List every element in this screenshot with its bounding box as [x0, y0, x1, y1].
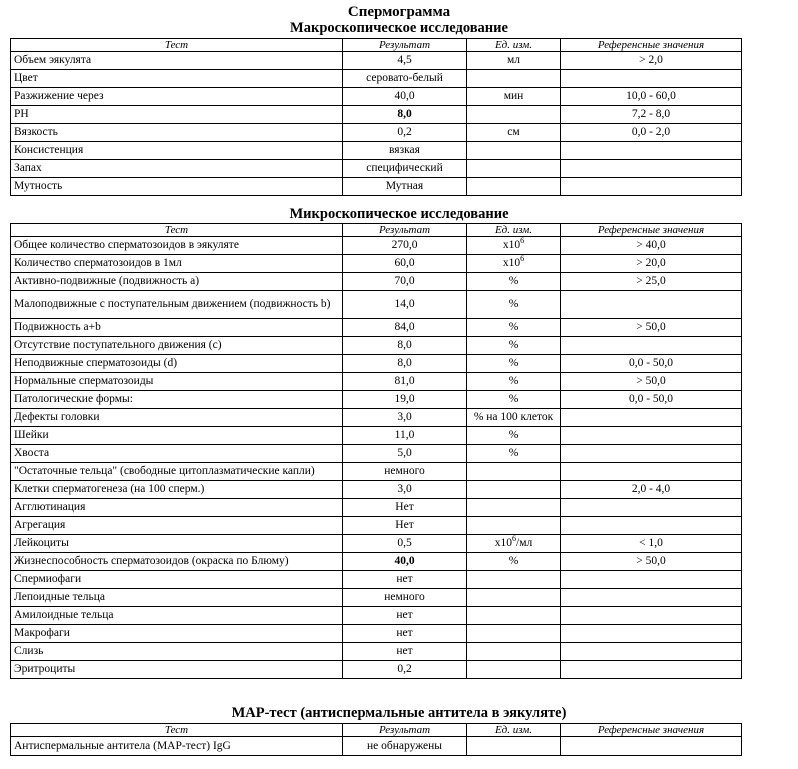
cell-unit: % — [467, 273, 561, 291]
macro-table-body — [11, 52, 742, 196]
cell-test: Хвоста — [11, 445, 343, 463]
cell-unit — [467, 737, 561, 756]
cell-result: Нет — [343, 517, 467, 535]
cell-ref: > 40,0 — [561, 237, 742, 255]
header-test: Тест — [11, 39, 343, 52]
cell-result: 84,0 — [343, 319, 467, 337]
mar-table-body — [11, 737, 742, 756]
cell-unit: % — [467, 553, 561, 571]
cell-ref: 7,2 - 8,0 — [561, 106, 742, 124]
table-row — [11, 273, 742, 291]
cell-test: Малоподвижные с поступательным движением (подвижность b) — [11, 291, 343, 319]
table-row — [11, 517, 742, 535]
cell-unit — [467, 625, 561, 643]
table-row — [11, 255, 742, 273]
header-ref: Референсные значения — [561, 39, 742, 52]
cell-test: Разжижение через — [11, 88, 343, 106]
cell-ref: 0,0 - 50,0 — [561, 355, 742, 373]
cell-test: Амилоидные тельца — [11, 607, 343, 625]
table-row — [11, 88, 742, 106]
cell-unit: $x10^6$ — [467, 255, 561, 273]
cell-unit: % — [467, 337, 561, 355]
cell-unit — [467, 160, 561, 178]
cell-ref — [561, 517, 742, 535]
cell-result: вязкая — [343, 142, 467, 160]
table-row — [11, 291, 742, 319]
cell-ref — [561, 463, 742, 481]
micro-section-title: Микроскопическое исследование — [289, 206, 509, 222]
cell-ref: > 20,0 — [561, 255, 742, 273]
cell-test: Агрегация — [11, 517, 343, 535]
cell-result: 8,0 — [343, 355, 467, 373]
cell-test: Антиспермальные антитела (MAP-тест) IgG — [11, 737, 343, 756]
cell-unit — [467, 517, 561, 535]
table-row — [11, 355, 742, 373]
cell-test: Неподвижные сперматозоиды (d) — [11, 355, 343, 373]
cell-ref: 10,0 - 60,0 — [561, 88, 742, 106]
header-result: Результат — [343, 39, 467, 52]
cell-test: Лепоидные тельца — [11, 589, 343, 607]
cell-ref — [561, 571, 742, 589]
cell-test: Мутность — [11, 178, 343, 196]
cell-unit: % — [467, 373, 561, 391]
micro-table — [10, 223, 742, 679]
cell-test: Шейки — [11, 427, 343, 445]
table-row — [11, 142, 742, 160]
cell-ref — [561, 643, 742, 661]
table-row — [11, 391, 742, 409]
cell-ref — [561, 337, 742, 355]
cell-unit: % на 100 клеток — [467, 409, 561, 427]
cell-test: Спермиофаги — [11, 571, 343, 589]
cell-result: 270,0 — [343, 237, 467, 255]
cell-result: 0,2 — [343, 124, 467, 142]
cell-ref — [561, 291, 742, 319]
cell-test: Макрофаги — [11, 625, 343, 643]
cell-result: 60,0 — [343, 255, 467, 273]
cell-ref: 2,0 - 4,0 — [561, 481, 742, 499]
table-row — [11, 124, 742, 142]
header-unit: Ед. изм. — [467, 224, 561, 237]
header-result: Результат — [343, 724, 467, 737]
cell-ref: 0,0 - 2,0 — [561, 124, 742, 142]
header-test: Тест — [11, 224, 343, 237]
cell-unit: % — [467, 291, 561, 319]
cell-ref: > 25,0 — [561, 273, 742, 291]
header-result: Результат — [343, 224, 467, 237]
table-row — [11, 237, 742, 255]
document-title: Спермограмма — [347, 4, 451, 20]
cell-test: Подвижность a+b — [11, 319, 343, 337]
mar-section-title: MAP-тест (антиспермальные антитела в эякуляте) — [231, 705, 567, 721]
cell-ref — [561, 70, 742, 88]
cell-unit — [467, 178, 561, 196]
cell-test: PH — [11, 106, 343, 124]
cell-result: 40,0 — [343, 553, 467, 571]
table-row — [11, 535, 742, 553]
cell-test: Жизнеспособность сперматозоидов (окраска по Блюму) — [11, 553, 343, 571]
cell-test: Дефекты головки — [11, 409, 343, 427]
cell-unit — [467, 70, 561, 88]
table-row — [11, 373, 742, 391]
table-row — [11, 178, 742, 196]
cell-result: 40,0 — [343, 88, 467, 106]
table-row — [11, 409, 742, 427]
cell-result: 81,0 — [343, 373, 467, 391]
cell-unit: % — [467, 391, 561, 409]
cell-result: 11,0 — [343, 427, 467, 445]
cell-test: Агглютинация — [11, 499, 343, 517]
header-unit: Ед. изм. — [467, 724, 561, 737]
cell-ref — [561, 589, 742, 607]
cell-ref: > 50,0 — [561, 553, 742, 571]
table-row — [11, 661, 742, 679]
cell-test: Активно-подвижные (подвижность а) — [11, 273, 343, 291]
cell-ref: 0,0 - 50,0 — [561, 391, 742, 409]
cell-ref — [561, 160, 742, 178]
table-row — [11, 571, 742, 589]
table-header-row — [11, 724, 742, 737]
table-header-row — [11, 224, 742, 237]
cell-unit — [467, 106, 561, 124]
cell-unit — [467, 142, 561, 160]
cell-unit — [467, 571, 561, 589]
cell-result: не обнаружены — [343, 737, 467, 756]
cell-test: Запах — [11, 160, 343, 178]
cell-result: серовато-белый — [343, 70, 467, 88]
cell-result: 4,5 — [343, 52, 467, 70]
table-row — [11, 319, 742, 337]
cell-test: Вязкость — [11, 124, 343, 142]
table-row — [11, 106, 742, 124]
cell-ref — [561, 499, 742, 517]
cell-ref: > 2,0 — [561, 52, 742, 70]
micro-table-body — [11, 237, 742, 679]
table-row — [11, 737, 742, 756]
cell-unit — [467, 607, 561, 625]
table-row — [11, 607, 742, 625]
cell-result: 3,0 — [343, 409, 467, 427]
header-ref: Референсные значения — [561, 224, 742, 237]
cell-test: Слизь — [11, 643, 343, 661]
cell-result: 8,0 — [343, 106, 467, 124]
cell-ref: > 50,0 — [561, 319, 742, 337]
cell-result: 5,0 — [343, 445, 467, 463]
cell-ref — [561, 142, 742, 160]
cell-ref — [561, 445, 742, 463]
cell-unit: мл — [467, 52, 561, 70]
cell-test: Нормальные сперматозоиды — [11, 373, 343, 391]
cell-unit — [467, 481, 561, 499]
table-row — [11, 463, 742, 481]
macro-table — [10, 38, 742, 196]
cell-test: Эритроциты — [11, 661, 343, 679]
cell-ref — [561, 737, 742, 756]
cell-result: 70,0 — [343, 273, 467, 291]
table-row — [11, 499, 742, 517]
cell-ref: < 1,0 — [561, 535, 742, 553]
table-row — [11, 553, 742, 571]
cell-ref — [561, 625, 742, 643]
cell-ref — [561, 409, 742, 427]
cell-test: Количество сперматозоидов в 1мл — [11, 255, 343, 273]
table-row — [11, 625, 742, 643]
cell-result: Нет — [343, 499, 467, 517]
cell-test: Цвет — [11, 70, 343, 88]
header-unit: Ед. изм. — [467, 39, 561, 52]
cell-result: нет — [343, 571, 467, 589]
cell-result: немного — [343, 463, 467, 481]
cell-unit — [467, 589, 561, 607]
cell-ref — [561, 607, 742, 625]
cell-unit — [467, 499, 561, 517]
cell-unit: % — [467, 427, 561, 445]
cell-result: нет — [343, 643, 467, 661]
table-header-row — [11, 39, 742, 52]
cell-ref — [561, 427, 742, 445]
table-row — [11, 70, 742, 88]
cell-unit: $x10^6$ — [467, 237, 561, 255]
cell-test: Патологические формы: — [11, 391, 343, 409]
cell-test: Лейкоциты — [11, 535, 343, 553]
table-row — [11, 643, 742, 661]
cell-unit — [467, 661, 561, 679]
table-row — [11, 160, 742, 178]
cell-ref: > 50,0 — [561, 373, 742, 391]
cell-unit: мин — [467, 88, 561, 106]
cell-result: Мутная — [343, 178, 467, 196]
cell-unit: % — [467, 355, 561, 373]
cell-test: Клетки сперматогенеза (на 100 сперм.) — [11, 481, 343, 499]
cell-test: Общее количество сперматозоидов в эякуляте — [11, 237, 343, 255]
cell-test: "Остаточные тельца" (свободные цитоплазматические капли) — [11, 463, 343, 481]
cell-test: Консистенция — [11, 142, 343, 160]
cell-unit — [467, 643, 561, 661]
unit-exponent: 6 — [520, 236, 525, 246]
cell-ref — [561, 661, 742, 679]
cell-result: немного — [343, 589, 467, 607]
table-row — [11, 589, 742, 607]
table-row — [11, 445, 742, 463]
cell-result: нет — [343, 625, 467, 643]
unit-exponent: 6 — [512, 534, 517, 544]
cell-unit: $x10^6/мл$ — [467, 535, 561, 553]
table-row — [11, 52, 742, 70]
cell-unit: % — [467, 319, 561, 337]
table-row — [11, 481, 742, 499]
macro-section-title: Макроскопическое исследование — [290, 20, 508, 36]
cell-result: 19,0 — [343, 391, 467, 409]
cell-ref — [561, 178, 742, 196]
cell-test: Отсутствие поступательного движения (с) — [11, 337, 343, 355]
unit-exponent: 6 — [520, 254, 525, 264]
cell-result: специфический — [343, 160, 467, 178]
cell-result: 14,0 — [343, 291, 467, 319]
cell-result: 0,5 — [343, 535, 467, 553]
cell-unit: % — [467, 445, 561, 463]
cell-result: 8,0 — [343, 337, 467, 355]
cell-result: 0,2 — [343, 661, 467, 679]
table-row — [11, 427, 742, 445]
header-ref: Референсные значения — [561, 724, 742, 737]
cell-result: нет — [343, 607, 467, 625]
cell-unit: см — [467, 124, 561, 142]
cell-unit — [467, 463, 561, 481]
mar-table — [10, 723, 742, 756]
table-row — [11, 337, 742, 355]
header-test: Тест — [11, 724, 343, 737]
cell-test: Объем эякулята — [11, 52, 343, 70]
cell-result: 3,0 — [343, 481, 467, 499]
